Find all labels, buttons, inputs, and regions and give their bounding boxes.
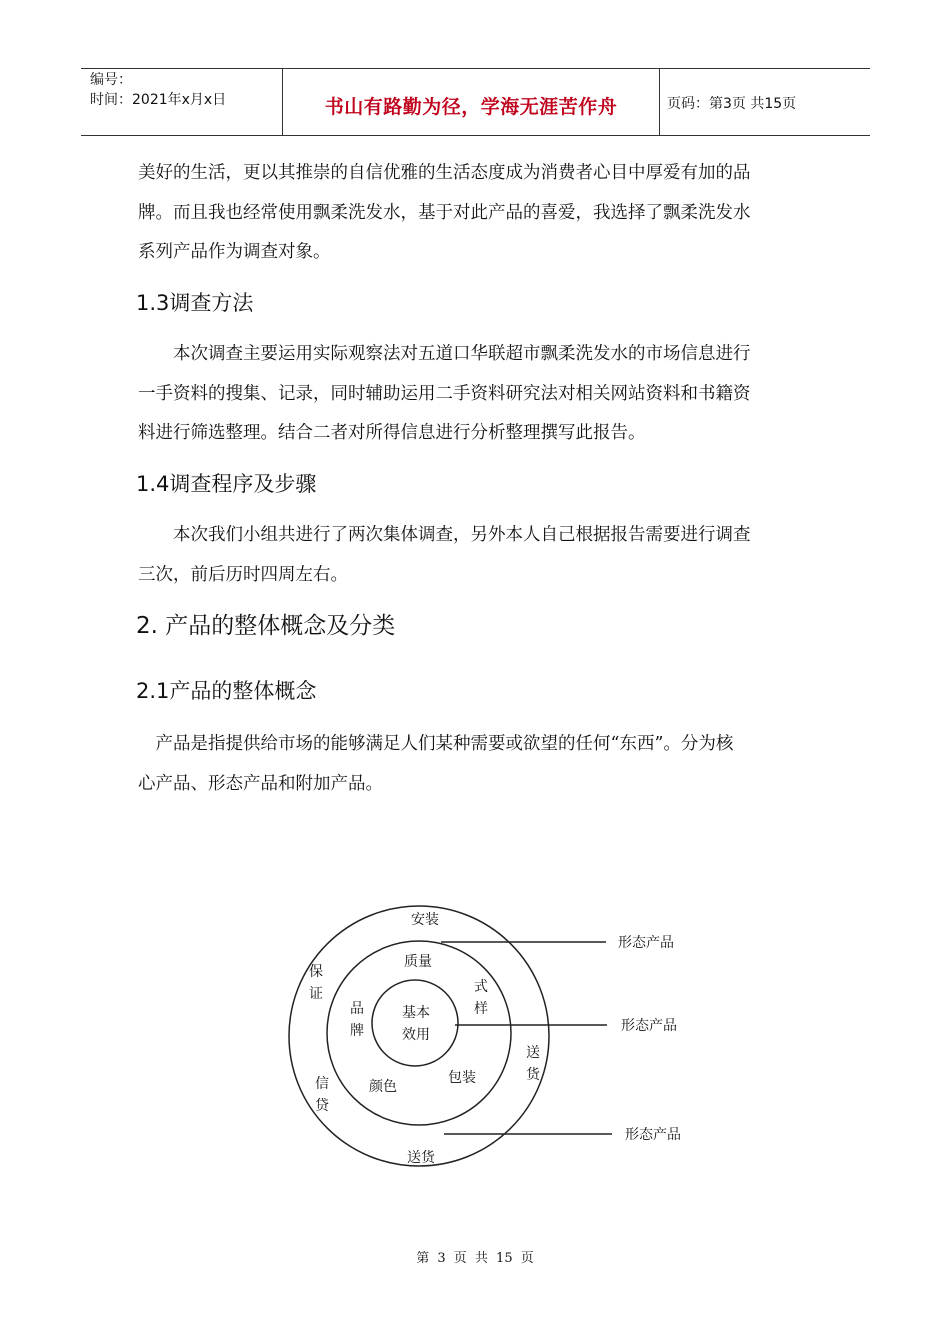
style-label-line2: 样 — [474, 1001, 488, 1017]
callout-label-middle: 形态产品 — [621, 1018, 677, 1034]
text-line: 心产品、形态产品和附加产品。 — [138, 773, 383, 794]
core-label-line1: 基本 — [402, 1005, 430, 1021]
text-line: 系列产品作为调查对象。 — [138, 242, 331, 262]
install-label: 安装 — [411, 912, 439, 928]
warranty-label-line1: 保 — [309, 964, 323, 980]
header-motto: 书山有路勤为径，学海无涯苦作舟 — [324, 96, 618, 118]
brand-label-line2: 牌 — [350, 1023, 364, 1039]
serial-label: 编号： — [90, 72, 132, 88]
color-label: 颜色 — [369, 1079, 397, 1095]
credit-label-line2: 贷 — [315, 1098, 329, 1114]
quality-label: 质量 — [404, 954, 432, 970]
time-label: 时间：2021年x月x日 — [90, 92, 227, 108]
credit-label-line1: 信 — [315, 1076, 329, 1092]
text-line: 美好的生活，更以其推崇的自信优雅的生活态度成为消费者心目中厚爱有加的品 — [138, 163, 751, 183]
package-label: 包装 — [448, 1070, 476, 1086]
callout-label-top: 形态产品 — [618, 935, 674, 951]
text-line: 三次，前后历时四周左右。 — [138, 564, 348, 585]
warranty-label-line2: 证 — [309, 986, 323, 1002]
text-line: 本次我们小组共进行了两次集体调查，另外本人自己根据报告需要进行调查 — [138, 525, 751, 545]
page-info: 页码：第3页 共15页 — [667, 96, 797, 112]
heading-2: 2. 产品的整体概念及分类 — [136, 613, 396, 639]
callout-label-bottom: 形态产品 — [625, 1127, 681, 1143]
core-label-line2: 效用 — [402, 1027, 430, 1043]
core-circle — [372, 980, 458, 1066]
delivery-bottom-label: 送货 — [407, 1150, 435, 1166]
text-line: 本次调查主要运用实际观察法对五道口华联超市飘柔洗发水的市场信息进行 — [138, 344, 751, 364]
heading-1-4: 1.4调查程序及步骤 — [136, 472, 317, 496]
text-line: 牌。而且我也经常使用飘柔洗发水，基于对此产品的喜爱，我选择了飘柔洗发水 — [138, 202, 751, 223]
brand-label-line1: 品 — [350, 1001, 364, 1017]
delivery-right-label-line1: 送 — [526, 1045, 540, 1061]
text-line: 料进行筛选整理。结合二者对所得信息进行分析整理撰写此报告。 — [138, 423, 646, 443]
delivery-right-label-line2: 货 — [526, 1067, 540, 1083]
heading-2-1: 2.1产品的整体概念 — [136, 679, 317, 703]
heading-1-3: 1.3调查方法 — [136, 291, 254, 315]
page-footer: 第 3 页 共 15 页 — [416, 1251, 534, 1266]
text-line: 产品是指提供给市场的能够满足人们某种需要或欲望的任何“东西”。分为核 — [138, 734, 734, 754]
style-label-line1: 式 — [474, 979, 488, 995]
text-line: 一手资料的搜集、记录，同时辅助运用二手资料研究法对相关网站资料和书籍资 — [138, 383, 751, 404]
